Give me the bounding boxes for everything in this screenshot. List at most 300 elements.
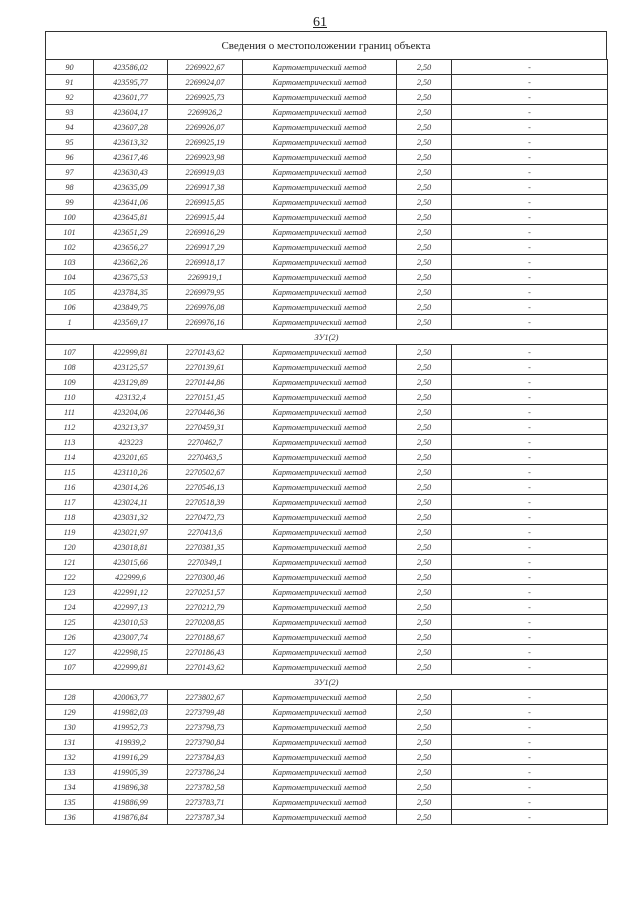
method-cell: Картометрический метод xyxy=(243,240,397,255)
accuracy-cell: 2,50 xyxy=(397,720,452,735)
table-row xyxy=(46,315,608,330)
table-row xyxy=(46,420,608,435)
description-cell: - xyxy=(452,75,608,90)
y-coordinate-cell: 2269924,07 xyxy=(168,75,243,90)
accuracy-cell: 2,50 xyxy=(397,510,452,525)
x-coordinate-cell: 422999,6 xyxy=(94,570,168,585)
point-number-cell: 118 xyxy=(46,510,94,525)
point-number-cell: 113 xyxy=(46,435,94,450)
description-cell: - xyxy=(452,390,608,405)
table-row xyxy=(46,510,608,525)
page-number: 61 xyxy=(313,15,327,30)
description-cell: - xyxy=(452,300,608,315)
x-coordinate-cell: 423662,26 xyxy=(94,255,168,270)
method-cell: Картометрический метод xyxy=(243,705,397,720)
point-number-cell: 132 xyxy=(46,750,94,765)
y-coordinate-cell: 2273783,71 xyxy=(168,795,243,810)
point-number-cell: 122 xyxy=(46,570,94,585)
y-coordinate-cell: 2269916,29 xyxy=(168,225,243,240)
point-number-cell: 90 xyxy=(46,60,94,75)
method-cell: Картометрический метод xyxy=(243,225,397,240)
accuracy-cell: 2,50 xyxy=(397,195,452,210)
method-cell: Картометрический метод xyxy=(243,585,397,600)
accuracy-cell: 2,50 xyxy=(397,540,452,555)
method-cell: Картометрический метод xyxy=(243,150,397,165)
table-row xyxy=(46,195,608,210)
accuracy-cell: 2,50 xyxy=(397,465,452,480)
table-row xyxy=(46,270,608,285)
description-cell: - xyxy=(452,180,608,195)
y-coordinate-cell: 2270188,67 xyxy=(168,630,243,645)
accuracy-cell: 2,50 xyxy=(397,180,452,195)
y-coordinate-cell: 2270446,36 xyxy=(168,405,243,420)
description-cell: - xyxy=(452,360,608,375)
x-coordinate-cell: 423604,17 xyxy=(94,105,168,120)
point-number-cell: 116 xyxy=(46,480,94,495)
accuracy-cell: 2,50 xyxy=(397,600,452,615)
method-cell: Картометрический метод xyxy=(243,120,397,135)
x-coordinate-cell: 423586,02 xyxy=(94,60,168,75)
point-number-cell: 102 xyxy=(46,240,94,255)
accuracy-cell: 2,50 xyxy=(397,555,452,570)
method-cell: Картометрический метод xyxy=(243,525,397,540)
y-coordinate-cell: 2269918,17 xyxy=(168,255,243,270)
description-cell: - xyxy=(452,105,608,120)
x-coordinate-cell: 423617,46 xyxy=(94,150,168,165)
description-cell: - xyxy=(452,90,608,105)
accuracy-cell: 2,50 xyxy=(397,90,452,105)
accuracy-cell: 2,50 xyxy=(397,300,452,315)
description-cell: - xyxy=(452,555,608,570)
accuracy-cell: 2,50 xyxy=(397,285,452,300)
x-coordinate-cell: 423595,77 xyxy=(94,75,168,90)
x-coordinate-cell: 419876,84 xyxy=(94,810,168,825)
method-cell: Картометрический метод xyxy=(243,555,397,570)
point-number-cell: 99 xyxy=(46,195,94,210)
accuracy-cell: 2,50 xyxy=(397,255,452,270)
table-row xyxy=(46,795,608,810)
point-number-cell: 92 xyxy=(46,90,94,105)
table-row xyxy=(46,705,608,720)
table-row xyxy=(46,465,608,480)
table-row xyxy=(46,600,608,615)
point-number-cell: 115 xyxy=(46,465,94,480)
description-cell: - xyxy=(452,225,608,240)
method-cell: Картометрический метод xyxy=(243,720,397,735)
accuracy-cell: 2,50 xyxy=(397,585,452,600)
method-cell: Картометрический метод xyxy=(243,480,397,495)
point-number-cell: 106 xyxy=(46,300,94,315)
description-cell: - xyxy=(452,135,608,150)
x-coordinate-cell: 423014,26 xyxy=(94,480,168,495)
y-coordinate-cell: 2270139,61 xyxy=(168,360,243,375)
x-coordinate-cell: 423630,43 xyxy=(94,165,168,180)
description-cell: - xyxy=(452,660,608,675)
method-cell: Картометрический метод xyxy=(243,180,397,195)
method-cell: Картометрический метод xyxy=(243,540,397,555)
point-number-cell: 131 xyxy=(46,735,94,750)
point-number-cell: 97 xyxy=(46,165,94,180)
accuracy-cell: 2,50 xyxy=(397,435,452,450)
table-row xyxy=(46,480,608,495)
accuracy-cell: 2,50 xyxy=(397,345,452,360)
method-cell: Картометрический метод xyxy=(243,630,397,645)
y-coordinate-cell: 2269919,1 xyxy=(168,270,243,285)
description-cell: - xyxy=(452,735,608,750)
x-coordinate-cell: 423569,17 xyxy=(94,315,168,330)
coordinates-table-body xyxy=(46,60,608,825)
x-coordinate-cell: 423601,77 xyxy=(94,90,168,105)
description-cell: - xyxy=(452,60,608,75)
description-cell: - xyxy=(452,570,608,585)
description-cell: - xyxy=(452,375,608,390)
accuracy-cell: 2,50 xyxy=(397,60,452,75)
description-cell: - xyxy=(452,285,608,300)
point-number-cell: 121 xyxy=(46,555,94,570)
accuracy-cell: 2,50 xyxy=(397,570,452,585)
method-cell: Картометрический метод xyxy=(243,390,397,405)
method-cell: Картометрический метод xyxy=(243,645,397,660)
table-row xyxy=(46,240,608,255)
point-number-cell: 107 xyxy=(46,345,94,360)
x-coordinate-cell: 422999,81 xyxy=(94,345,168,360)
description-cell: - xyxy=(452,345,608,360)
method-cell: Картометрический метод xyxy=(243,600,397,615)
description-cell: - xyxy=(452,720,608,735)
point-number-cell: 125 xyxy=(46,615,94,630)
accuracy-cell: 2,50 xyxy=(397,270,452,285)
accuracy-cell: 2,50 xyxy=(397,495,452,510)
description-cell: - xyxy=(452,585,608,600)
x-coordinate-cell: 423024,11 xyxy=(94,495,168,510)
method-cell: Картометрический метод xyxy=(243,750,397,765)
description-cell: - xyxy=(452,780,608,795)
y-coordinate-cell: 2269926,07 xyxy=(168,120,243,135)
table-row xyxy=(46,660,608,675)
y-coordinate-cell: 2270208,85 xyxy=(168,615,243,630)
method-cell: Картометрический метод xyxy=(243,285,397,300)
point-number-cell: 95 xyxy=(46,135,94,150)
y-coordinate-cell: 2269915,44 xyxy=(168,210,243,225)
table-row xyxy=(46,540,608,555)
table-row xyxy=(46,255,608,270)
point-number-cell: 119 xyxy=(46,525,94,540)
y-coordinate-cell: 2270251,57 xyxy=(168,585,243,600)
x-coordinate-cell: 423213,37 xyxy=(94,420,168,435)
description-cell: - xyxy=(452,150,608,165)
table-row xyxy=(46,105,608,120)
y-coordinate-cell: 2270212,79 xyxy=(168,600,243,615)
description-cell: - xyxy=(452,480,608,495)
method-cell: Картометрический метод xyxy=(243,450,397,465)
point-number-cell: 98 xyxy=(46,180,94,195)
point-number-cell: 109 xyxy=(46,375,94,390)
y-coordinate-cell: 2269915,85 xyxy=(168,195,243,210)
method-cell: Картометрический метод xyxy=(243,765,397,780)
accuracy-cell: 2,50 xyxy=(397,240,452,255)
y-coordinate-cell: 2269979,95 xyxy=(168,285,243,300)
y-coordinate-cell: 2270381,35 xyxy=(168,540,243,555)
x-coordinate-cell: 420063,77 xyxy=(94,690,168,705)
method-cell: Картометрический метод xyxy=(243,810,397,825)
x-coordinate-cell: 422998,15 xyxy=(94,645,168,660)
point-number-cell: 110 xyxy=(46,390,94,405)
point-number-cell: 129 xyxy=(46,705,94,720)
point-number-cell: 93 xyxy=(46,105,94,120)
accuracy-cell: 2,50 xyxy=(397,795,452,810)
table-row xyxy=(46,345,608,360)
point-number-cell: 120 xyxy=(46,540,94,555)
y-coordinate-cell: 2273799,48 xyxy=(168,705,243,720)
x-coordinate-cell: 423010,53 xyxy=(94,615,168,630)
description-cell: - xyxy=(452,420,608,435)
accuracy-cell: 2,50 xyxy=(397,390,452,405)
accuracy-cell: 2,50 xyxy=(397,315,452,330)
x-coordinate-cell: 423129,89 xyxy=(94,375,168,390)
method-cell: Картометрический метод xyxy=(243,615,397,630)
table-row xyxy=(46,720,608,735)
y-coordinate-cell: 2270349,1 xyxy=(168,555,243,570)
x-coordinate-cell: 423784,35 xyxy=(94,285,168,300)
method-cell: Картометрический метод xyxy=(243,495,397,510)
method-cell: Картометрический метод xyxy=(243,690,397,705)
point-number-cell: 108 xyxy=(46,360,94,375)
accuracy-cell: 2,50 xyxy=(397,135,452,150)
x-coordinate-cell: 423015,66 xyxy=(94,555,168,570)
point-number-cell: 130 xyxy=(46,720,94,735)
description-cell: - xyxy=(452,615,608,630)
y-coordinate-cell: 2270462,7 xyxy=(168,435,243,450)
point-number-cell: 127 xyxy=(46,645,94,660)
accuracy-cell: 2,50 xyxy=(397,705,452,720)
y-coordinate-cell: 2273784,83 xyxy=(168,750,243,765)
x-coordinate-cell: 419896,38 xyxy=(94,780,168,795)
description-cell: - xyxy=(452,210,608,225)
method-cell: Картометрический метод xyxy=(243,345,397,360)
description-cell: - xyxy=(452,705,608,720)
point-number-cell: 96 xyxy=(46,150,94,165)
description-cell: - xyxy=(452,495,608,510)
description-cell: - xyxy=(452,645,608,660)
table-row xyxy=(46,210,608,225)
description-cell: - xyxy=(452,120,608,135)
accuracy-cell: 2,50 xyxy=(397,450,452,465)
table-row xyxy=(46,300,608,315)
point-number-cell: 111 xyxy=(46,405,94,420)
method-cell: Картометрический метод xyxy=(243,75,397,90)
accuracy-cell: 2,50 xyxy=(397,480,452,495)
y-coordinate-cell: 2273790,84 xyxy=(168,735,243,750)
x-coordinate-cell: 423607,28 xyxy=(94,120,168,135)
table-row xyxy=(46,150,608,165)
accuracy-cell: 2,50 xyxy=(397,405,452,420)
point-number-cell: 134 xyxy=(46,780,94,795)
table-row xyxy=(46,525,608,540)
description-cell: - xyxy=(452,270,608,285)
description-cell: - xyxy=(452,435,608,450)
y-coordinate-cell: 2270472,73 xyxy=(168,510,243,525)
table-row xyxy=(46,555,608,570)
table-row xyxy=(46,360,608,375)
x-coordinate-cell: 423125,57 xyxy=(94,360,168,375)
accuracy-cell: 2,50 xyxy=(397,75,452,90)
method-cell: Картометрический метод xyxy=(243,300,397,315)
accuracy-cell: 2,50 xyxy=(397,360,452,375)
x-coordinate-cell: 419905,39 xyxy=(94,765,168,780)
accuracy-cell: 2,50 xyxy=(397,810,452,825)
x-coordinate-cell: 423641,06 xyxy=(94,195,168,210)
description-cell: - xyxy=(452,525,608,540)
point-number-cell: 104 xyxy=(46,270,94,285)
accuracy-cell: 2,50 xyxy=(397,765,452,780)
accuracy-cell: 2,50 xyxy=(397,645,452,660)
y-coordinate-cell: 2270151,45 xyxy=(168,390,243,405)
y-coordinate-cell: 2269926,2 xyxy=(168,105,243,120)
y-coordinate-cell: 2273787,34 xyxy=(168,810,243,825)
table-row xyxy=(46,285,608,300)
section-title-row xyxy=(46,330,608,345)
x-coordinate-cell: 419886,99 xyxy=(94,795,168,810)
table-row xyxy=(46,165,608,180)
x-coordinate-cell: 423645,81 xyxy=(94,210,168,225)
table-row xyxy=(46,630,608,645)
y-coordinate-cell: 2269919,03 xyxy=(168,165,243,180)
section-title-row xyxy=(46,675,608,690)
table-row xyxy=(46,75,608,90)
y-coordinate-cell: 2270502,67 xyxy=(168,465,243,480)
description-cell: - xyxy=(452,810,608,825)
description-cell: - xyxy=(452,630,608,645)
x-coordinate-cell: 423132,4 xyxy=(94,390,168,405)
description-cell: - xyxy=(452,255,608,270)
description-cell: - xyxy=(452,315,608,330)
accuracy-cell: 2,50 xyxy=(397,615,452,630)
accuracy-cell: 2,50 xyxy=(397,780,452,795)
accuracy-cell: 2,50 xyxy=(397,150,452,165)
method-cell: Картометрический метод xyxy=(243,780,397,795)
point-number-cell: 135 xyxy=(46,795,94,810)
method-cell: Картометрический метод xyxy=(243,165,397,180)
accuracy-cell: 2,50 xyxy=(397,120,452,135)
y-coordinate-cell: 2269976,08 xyxy=(168,300,243,315)
x-coordinate-cell: 423204,06 xyxy=(94,405,168,420)
method-cell: Картометрический метод xyxy=(243,270,397,285)
y-coordinate-cell: 2270143,62 xyxy=(168,660,243,675)
method-cell: Картометрический метод xyxy=(243,570,397,585)
table-row xyxy=(46,60,608,75)
method-cell: Картометрический метод xyxy=(243,90,397,105)
y-coordinate-cell: 2273798,73 xyxy=(168,720,243,735)
point-number-cell: 94 xyxy=(46,120,94,135)
y-coordinate-cell: 2269923,98 xyxy=(168,150,243,165)
table-row xyxy=(46,585,608,600)
point-number-cell: 91 xyxy=(46,75,94,90)
table-row xyxy=(46,405,608,420)
point-number-cell: 117 xyxy=(46,495,94,510)
table-row xyxy=(46,735,608,750)
accuracy-cell: 2,50 xyxy=(397,225,452,240)
description-cell: - xyxy=(452,765,608,780)
table-heading: Сведения о местоположении границ объекта xyxy=(45,31,607,59)
method-cell: Картометрический метод xyxy=(243,660,397,675)
description-cell: - xyxy=(452,465,608,480)
method-cell: Картометрический метод xyxy=(243,420,397,435)
y-coordinate-cell: 2270518,39 xyxy=(168,495,243,510)
method-cell: Картометрический метод xyxy=(243,210,397,225)
x-coordinate-cell: 423201,65 xyxy=(94,450,168,465)
y-coordinate-cell: 2269917,29 xyxy=(168,240,243,255)
point-number-cell: 112 xyxy=(46,420,94,435)
table-row xyxy=(46,120,608,135)
y-coordinate-cell: 2270546,13 xyxy=(168,480,243,495)
accuracy-cell: 2,50 xyxy=(397,210,452,225)
y-coordinate-cell: 2270144,86 xyxy=(168,375,243,390)
table-row xyxy=(46,570,608,585)
y-coordinate-cell: 2273786,24 xyxy=(168,765,243,780)
y-coordinate-cell: 2270413,6 xyxy=(168,525,243,540)
y-coordinate-cell: 2273802,67 xyxy=(168,690,243,705)
accuracy-cell: 2,50 xyxy=(397,690,452,705)
y-coordinate-cell: 2269925,73 xyxy=(168,90,243,105)
description-cell: - xyxy=(452,600,608,615)
table-row xyxy=(46,450,608,465)
y-coordinate-cell: 2270300,46 xyxy=(168,570,243,585)
method-cell: Картометрический метод xyxy=(243,435,397,450)
x-coordinate-cell: 423675,53 xyxy=(94,270,168,285)
table-row xyxy=(46,765,608,780)
y-coordinate-cell: 2270143,62 xyxy=(168,345,243,360)
point-number-cell: 124 xyxy=(46,600,94,615)
point-number-cell: 107 xyxy=(46,660,94,675)
table-row xyxy=(46,750,608,765)
x-coordinate-cell: 423021,97 xyxy=(94,525,168,540)
point-number-cell: 100 xyxy=(46,210,94,225)
table-row xyxy=(46,390,608,405)
accuracy-cell: 2,50 xyxy=(397,420,452,435)
x-coordinate-cell: 423110,26 xyxy=(94,465,168,480)
description-cell: - xyxy=(452,405,608,420)
point-number-cell: 128 xyxy=(46,690,94,705)
accuracy-cell: 2,50 xyxy=(397,165,452,180)
table-row xyxy=(46,180,608,195)
y-coordinate-cell: 2270186,43 xyxy=(168,645,243,660)
y-coordinate-cell: 2270463,5 xyxy=(168,450,243,465)
point-number-cell: 123 xyxy=(46,585,94,600)
method-cell: Картометрический метод xyxy=(243,195,397,210)
table-row xyxy=(46,225,608,240)
boundary-document xyxy=(45,31,607,825)
accuracy-cell: 2,50 xyxy=(397,630,452,645)
description-cell: - xyxy=(452,690,608,705)
accuracy-cell: 2,50 xyxy=(397,375,452,390)
section-title: ЗУ1(2) xyxy=(46,675,608,690)
x-coordinate-cell: 419952,73 xyxy=(94,720,168,735)
table-row xyxy=(46,135,608,150)
method-cell: Картометрический метод xyxy=(243,375,397,390)
x-coordinate-cell: 423223 xyxy=(94,435,168,450)
description-cell: - xyxy=(452,750,608,765)
point-number-cell: 136 xyxy=(46,810,94,825)
description-cell: - xyxy=(452,510,608,525)
x-coordinate-cell: 423635,09 xyxy=(94,180,168,195)
x-coordinate-cell: 423018,81 xyxy=(94,540,168,555)
x-coordinate-cell: 423849,75 xyxy=(94,300,168,315)
method-cell: Картометрический метод xyxy=(243,795,397,810)
accuracy-cell: 2,50 xyxy=(397,525,452,540)
x-coordinate-cell: 423613,32 xyxy=(94,135,168,150)
table-row xyxy=(46,615,608,630)
accuracy-cell: 2,50 xyxy=(397,750,452,765)
